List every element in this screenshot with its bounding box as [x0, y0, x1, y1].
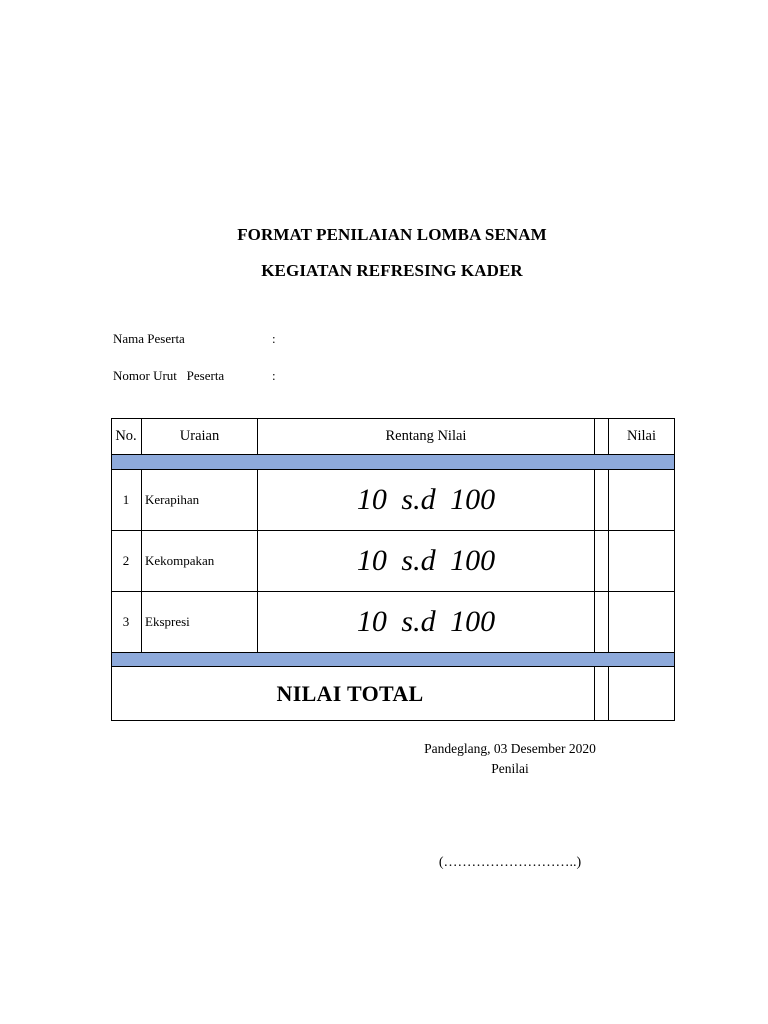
- field-label-nomor-urut: Nomor Urut Peserta: [113, 368, 225, 383]
- field-label-nama-peserta: Nama Peserta: [113, 331, 185, 346]
- row-rentang-nilai: 10 s.d 100: [356, 483, 496, 516]
- table-vline-rentang: [594, 469, 595, 652]
- table-border-bottom: [111, 720, 675, 721]
- table-band-top: [112, 455, 674, 469]
- scoring-table: [111, 418, 675, 721]
- table-border-right: [674, 418, 675, 721]
- table-band-bottom: [112, 653, 674, 666]
- document-title: FORMAT PENILAIAN LOMBA SENAM: [237, 225, 547, 244]
- field-colon-nomor-urut: :: [272, 368, 276, 383]
- row-nilai-input[interactable]: [609, 592, 674, 652]
- row-uraian: Kerapihan: [145, 492, 200, 507]
- row-nilai-input[interactable]: [609, 470, 674, 530]
- table-vline-rentang: [594, 666, 595, 721]
- total-nilai-input[interactable]: [609, 667, 674, 720]
- row-rentang-nilai: 10 s.d 100: [356, 605, 496, 638]
- row-number: 1: [122, 492, 130, 507]
- document-subtitle: KEGIATAN REFRESING KADER: [261, 261, 523, 280]
- table-hline: [111, 652, 675, 653]
- table-hline: [111, 454, 675, 455]
- signature-role: Penilai: [491, 761, 529, 776]
- row-nilai-input[interactable]: [609, 531, 674, 591]
- signature-name-placeholder: (………………………..): [438, 855, 582, 870]
- header-no: No.: [115, 428, 137, 444]
- field-colon-nama-peserta: :: [272, 331, 276, 346]
- table-vline-rentang: [594, 418, 595, 454]
- header-rentang-nilai: Rentang Nilai: [385, 428, 467, 444]
- row-uraian: Kekompakan: [145, 553, 215, 568]
- signature-place-date: Pandeglang, 03 Desember 2020: [424, 741, 596, 756]
- total-label: NILAI TOTAL: [276, 680, 424, 706]
- row-number: 2: [122, 553, 130, 568]
- row-rentang-nilai: 10 s.d 100: [356, 544, 496, 577]
- header-uraian: Uraian: [179, 428, 220, 444]
- row-number: 3: [122, 614, 130, 629]
- header-nilai: Nilai: [627, 428, 656, 444]
- row-uraian: Ekspresi: [145, 614, 190, 629]
